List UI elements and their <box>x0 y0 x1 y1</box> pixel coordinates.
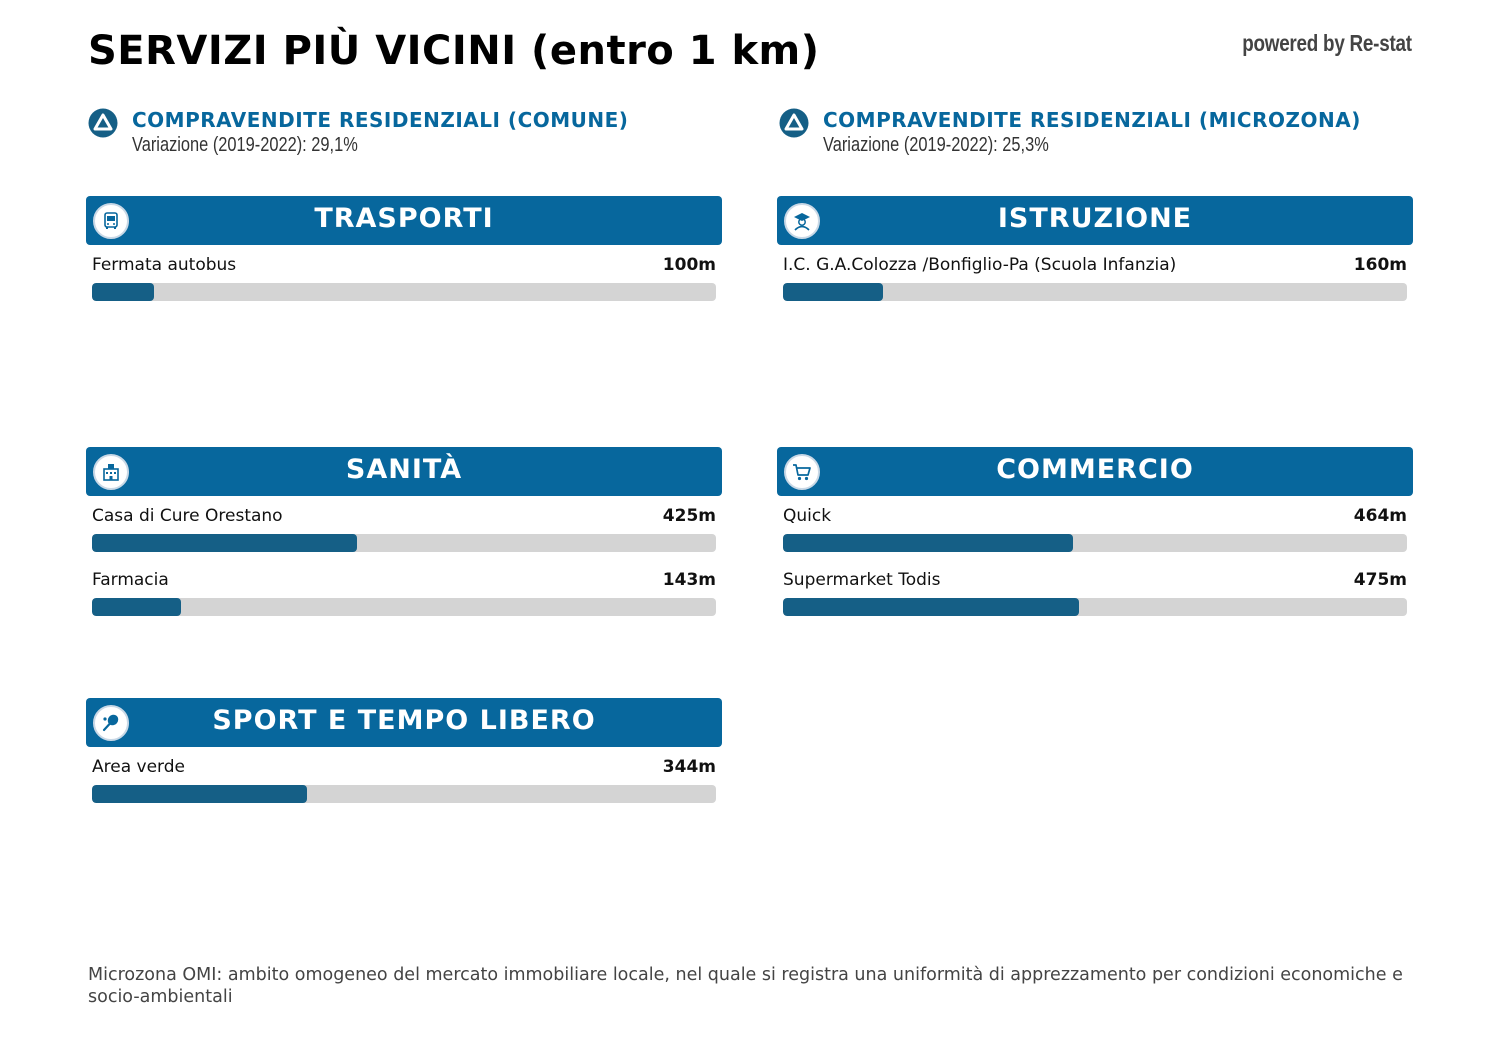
list-item <box>92 560 716 624</box>
service-name: Casa di Cure Orestano <box>92 506 283 526</box>
distance-bar-track <box>92 785 716 803</box>
card-header <box>777 196 1413 245</box>
service-name: Supermarket Todis <box>783 570 941 590</box>
card-istruzione <box>777 196 1413 309</box>
distance-bar-track <box>783 598 1407 616</box>
card-title: TRASPORTI <box>314 203 494 234</box>
distance-bar-fill <box>92 534 357 552</box>
service-name: Farmacia <box>92 570 169 590</box>
card-header <box>86 447 722 496</box>
distance-bar-fill <box>92 785 307 803</box>
list-item <box>783 245 1407 309</box>
card-title: COMMERCIO <box>996 454 1194 485</box>
indicator-title: COMPRAVENDITE RESIDENZIALI (COMUNE) <box>132 108 629 132</box>
service-distance: 100m <box>662 255 716 275</box>
distance-bar-fill <box>783 283 883 301</box>
distance-bar-track <box>92 598 716 616</box>
distance-bar-fill <box>783 534 1073 552</box>
service-name: Quick <box>783 506 832 526</box>
card-sanita <box>86 447 722 624</box>
list-item <box>783 560 1407 624</box>
card-title: SANITÀ <box>345 454 463 485</box>
indicator-title: COMPRAVENDITE RESIDENZIALI (MICROZONA) <box>823 108 1361 132</box>
triangle-up-icon <box>88 108 118 138</box>
card-sport <box>86 698 722 811</box>
service-distance: 143m <box>662 570 716 590</box>
distance-bar-track <box>92 534 716 552</box>
distance-bar-track <box>783 283 1407 301</box>
distance-bar-fill <box>92 598 181 616</box>
triangle-up-icon <box>779 108 809 138</box>
service-distance: 425m <box>662 506 716 526</box>
footnote: Microzona OMI: ambito omogeneo del mercato immobiliare locale, nel quale si registra una uniformità di apprezzamento per condizioni economiche e socio-ambientali <box>88 965 1403 1007</box>
list-item <box>92 496 716 560</box>
page-title: SERVIZI PIÙ VICINI (entro 1 km) <box>88 28 820 74</box>
card-header <box>86 196 722 245</box>
indicator-value: Variazione (2019-2022): 29,1% <box>132 134 358 156</box>
distance-bar-fill <box>783 598 1079 616</box>
card-commercio <box>777 447 1413 624</box>
list-item <box>783 496 1407 560</box>
card-header <box>777 447 1413 496</box>
list-item <box>92 747 716 811</box>
service-name: Fermata autobus <box>92 255 237 275</box>
card-header <box>86 698 722 747</box>
indicator-value: Variazione (2019-2022): 25,3% <box>823 134 1049 156</box>
card-title: ISTRUZIONE <box>997 203 1193 234</box>
service-distance: 464m <box>1353 506 1407 526</box>
service-name: Area verde <box>92 757 185 777</box>
powered-by-label: powered by Re-stat <box>1242 30 1412 56</box>
list-item <box>92 245 716 309</box>
card-title: SPORT E TEMPO LIBERO <box>212 705 596 736</box>
distance-bar-track <box>783 534 1407 552</box>
card-trasporti <box>86 196 722 309</box>
service-distance: 160m <box>1353 255 1407 275</box>
service-name: I.C. G.A.Colozza /Bonfiglio-Pa (Scuola Infanzia) <box>783 255 1177 275</box>
service-distance: 475m <box>1353 570 1407 590</box>
distance-bar-track <box>92 283 716 301</box>
distance-bar-fill <box>92 283 154 301</box>
service-distance: 344m <box>662 757 716 777</box>
